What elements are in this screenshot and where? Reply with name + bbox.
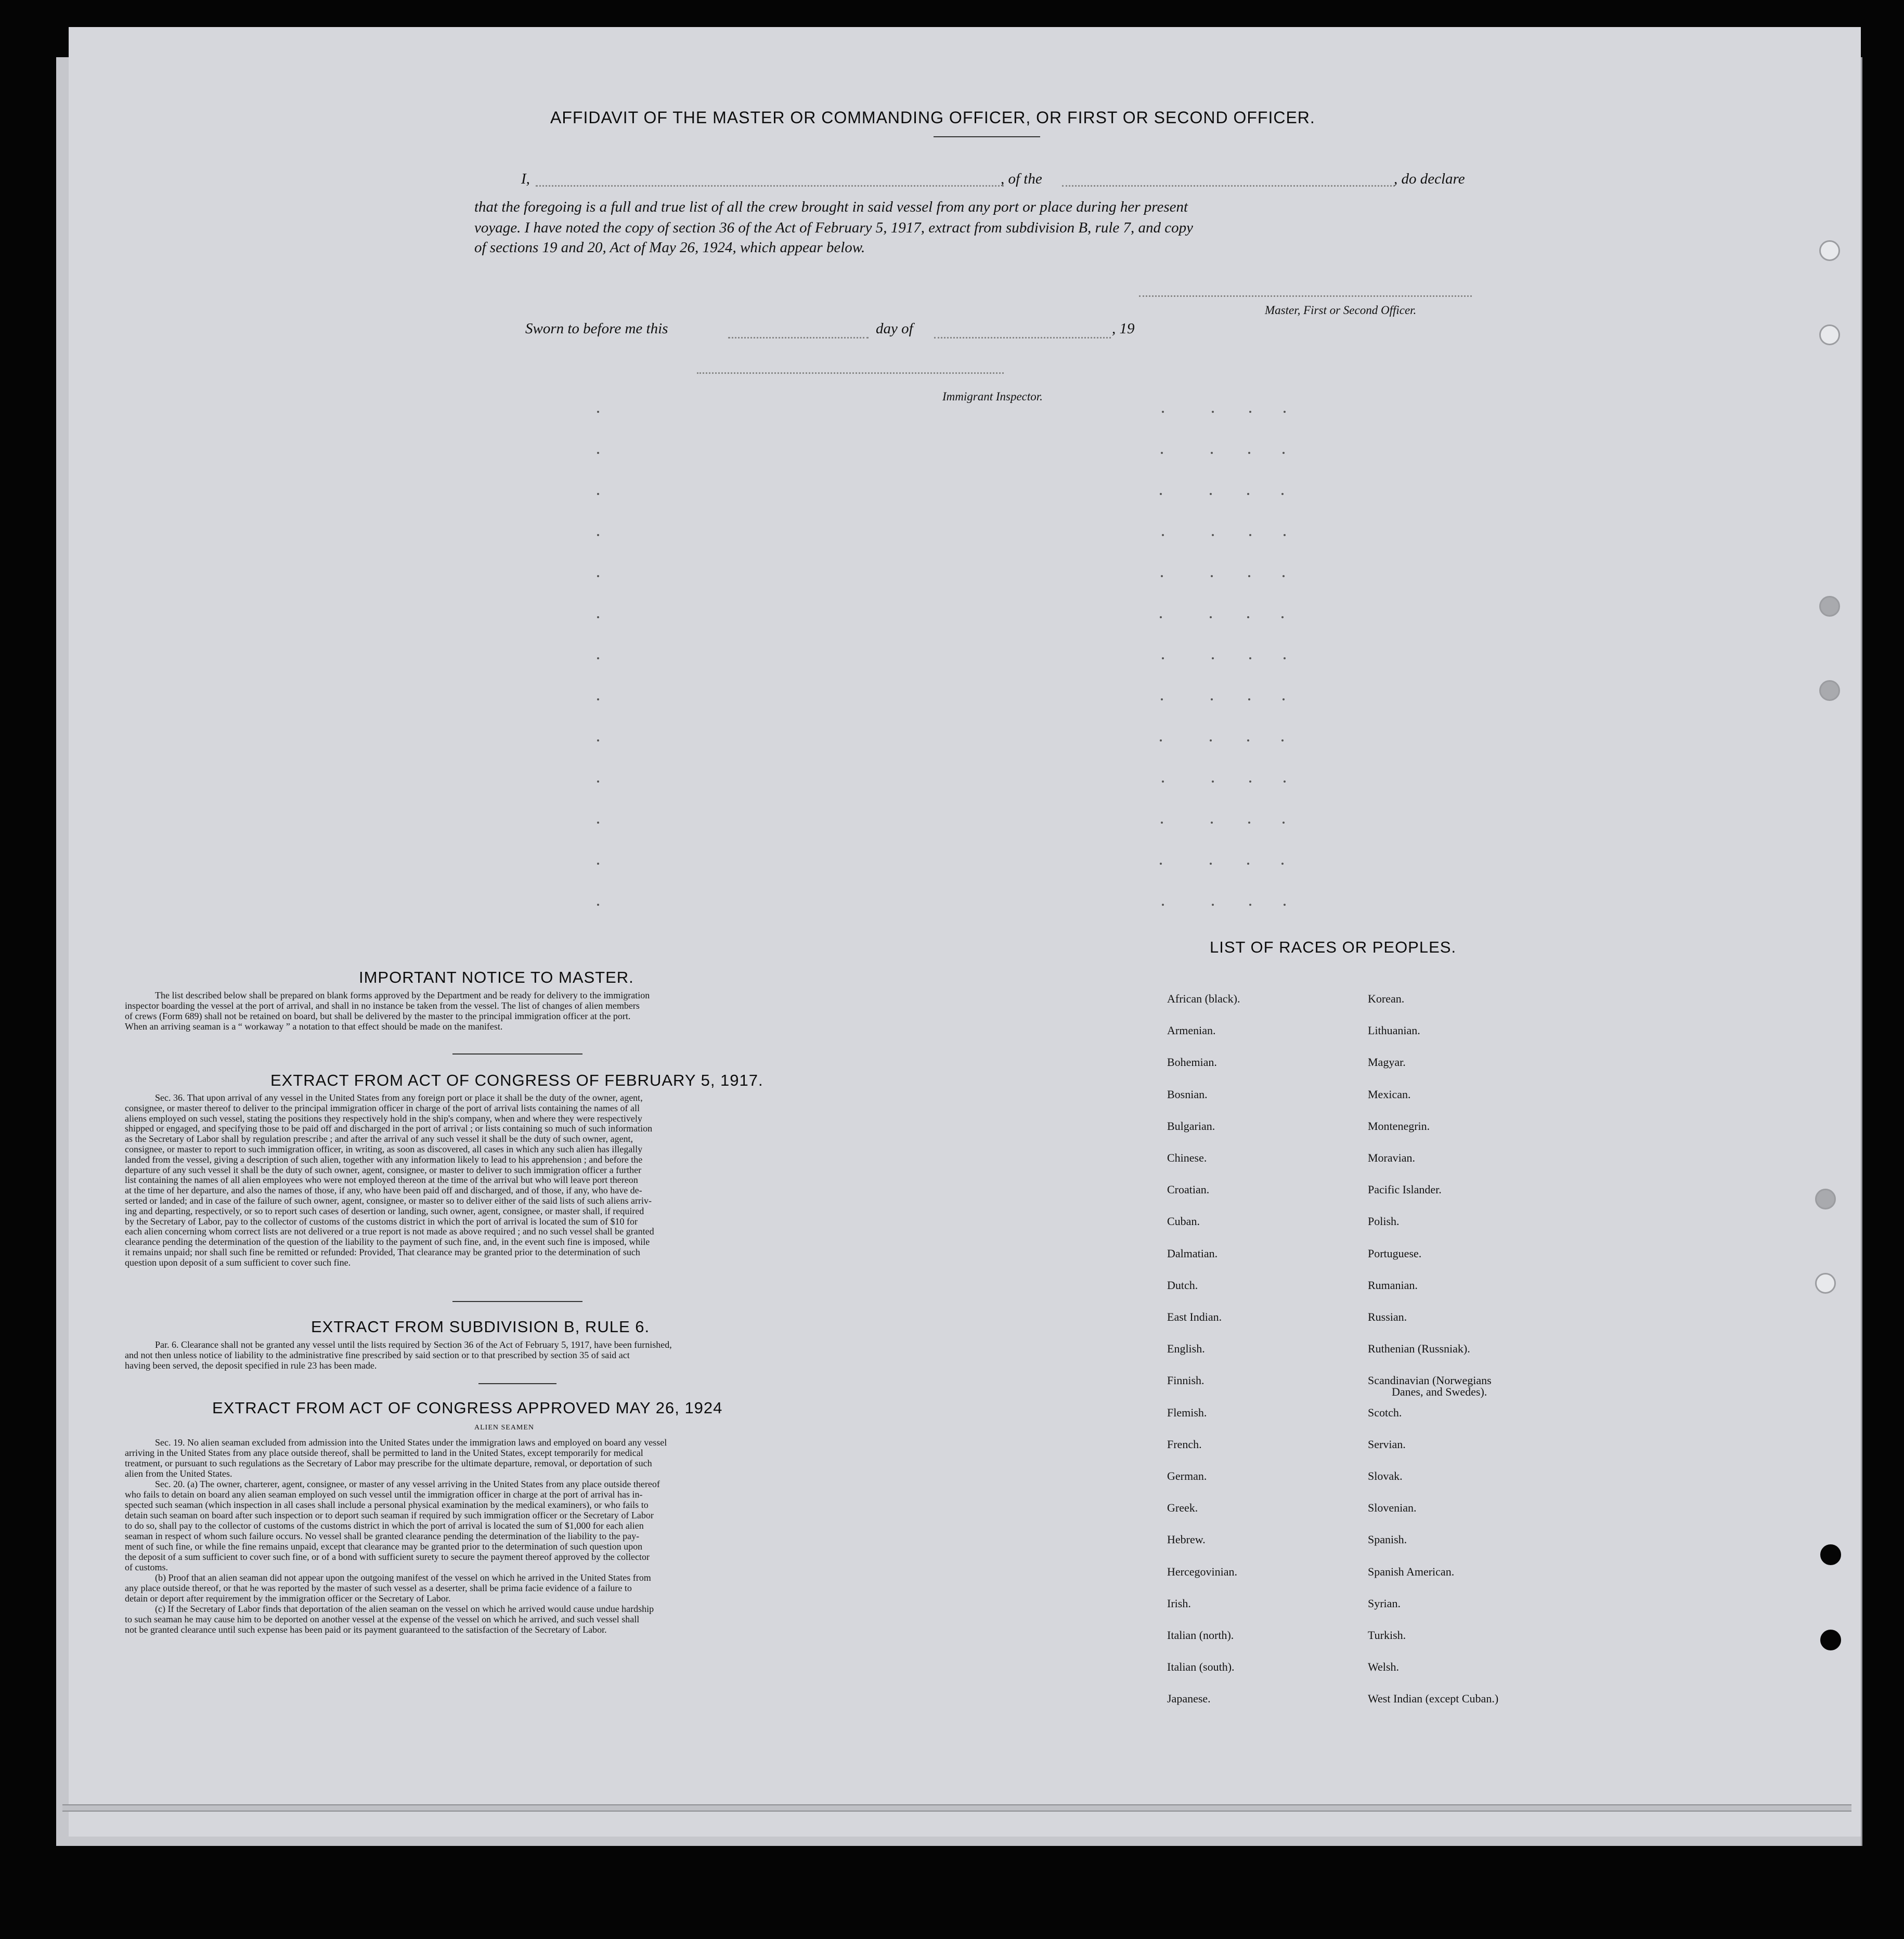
race-item-continuation: Danes, and Swedes). bbox=[1392, 1385, 1487, 1398]
race-item: Syrian. bbox=[1368, 1597, 1401, 1610]
extract-1924-line: the deposit of a sum sufficient to cover such fine, or of a bond with sufficient surety to secure the payment thereof approved by the collector bbox=[125, 1552, 650, 1562]
leader-dot bbox=[1160, 863, 1162, 865]
leader-dot bbox=[1160, 616, 1162, 618]
race-item: Italian (south). bbox=[1167, 1660, 1235, 1673]
declaration-line-2: voyage. I have noted the copy of section 36 of the Act of February 5, 1917, extract from subdivision B, rule 7, and copy bbox=[474, 219, 1194, 236]
inspector-signature-line bbox=[697, 372, 1004, 374]
extract-1924-line: ment of such fine, or while the fine remains unpaid, except that clearance may be granted prior to the determination of such question upon bbox=[125, 1541, 643, 1552]
race-item: Bohemian. bbox=[1167, 1056, 1217, 1069]
leader-dot bbox=[1161, 822, 1163, 824]
extract-1917-line: by the Secretary of Labor, pay to the collector of customs of the customs district in which the port of arrival is located the sum of $10 for bbox=[125, 1216, 638, 1227]
leader-dot bbox=[597, 904, 599, 906]
race-item: Portuguese. bbox=[1368, 1247, 1422, 1260]
extract-1917-line: consignee, or master to report to such immigration officer, in writing, as soon as discovered, all cases in which any such alien has illegally bbox=[125, 1144, 643, 1154]
race-item: Russian. bbox=[1368, 1310, 1407, 1323]
extract-1924-line: to do so, shall pay to the collector of customs of the customs district in which the port of arrival is located the sum of $1,000 for each alien bbox=[125, 1520, 644, 1531]
sworn-day-line bbox=[728, 337, 869, 339]
extract-1917-line: serted or landed; and in case of the failure of such owner, agent, consignee, or master so to deliver either of the said lists of such aliens arriv- bbox=[125, 1195, 652, 1206]
leader-dot bbox=[1248, 575, 1250, 577]
leader-dot bbox=[1249, 534, 1251, 536]
extract-1924-line: who fails to detain on board any alien seaman employed on such vessel until the immigration officer in charge at the port of arrival has in- bbox=[125, 1489, 643, 1500]
leader-dot bbox=[1161, 452, 1163, 454]
leader-dot bbox=[1284, 780, 1286, 783]
leader-dot bbox=[597, 493, 599, 495]
extract-1924-line: detain such seaman on board after such inspection or to deport such seaman if required by such immigration officer or the Secretary of Labor bbox=[125, 1510, 654, 1520]
leader-dot bbox=[1281, 616, 1284, 618]
leader-dot bbox=[597, 534, 599, 536]
leader-dot bbox=[1249, 657, 1251, 659]
leader-dot bbox=[1247, 616, 1249, 618]
extract-rule6-line: Par. 6. Clearance shall not be granted any vessel until the lists required by Section 36 of the Act of February 5, 1917, have been furnished, bbox=[155, 1339, 672, 1350]
leader-dot bbox=[1212, 657, 1214, 659]
leader-dot bbox=[1160, 493, 1162, 495]
leader-dot bbox=[1162, 411, 1164, 413]
leader-dot bbox=[1248, 822, 1250, 824]
year-label: , 19 bbox=[1112, 320, 1135, 337]
race-item: Slovak. bbox=[1368, 1469, 1403, 1482]
leader-dot bbox=[597, 657, 599, 659]
leader-dot bbox=[597, 411, 599, 413]
extract-1917-line: aliens employed on such vessel, stating the positions they respectively hold in the ship's company, when and where they were respectively bbox=[125, 1113, 642, 1124]
notice-body bbox=[125, 990, 915, 1032]
leader-dot bbox=[1162, 534, 1164, 536]
leader-dot bbox=[597, 698, 599, 700]
race-item: Montenegrin. bbox=[1368, 1120, 1430, 1133]
notice-title: IMPORTANT NOTICE TO MASTER. bbox=[359, 968, 634, 986]
race-item: Servian. bbox=[1368, 1438, 1406, 1451]
leader-dot bbox=[1281, 863, 1284, 865]
leader-dot bbox=[1248, 698, 1250, 700]
leader-dot bbox=[1248, 452, 1250, 454]
leader-dot bbox=[1212, 780, 1214, 783]
races-title: LIST OF RACES OR PEOPLES. bbox=[1210, 938, 1457, 956]
page-bottom-edge bbox=[62, 1804, 1851, 1812]
race-item: Moravian. bbox=[1368, 1151, 1416, 1164]
race-item: Spanish. bbox=[1368, 1533, 1407, 1546]
affiant-name-line bbox=[536, 185, 1004, 187]
extract-1917-body bbox=[125, 1093, 915, 1268]
leader-dot bbox=[1247, 739, 1249, 741]
extract-1917-line: landed from the vessel, giving a description of such alien, together with any information likely to lead to his apprehension ; and before the bbox=[125, 1154, 643, 1165]
leader-dot bbox=[597, 822, 599, 824]
sworn-label: Sworn to before me this bbox=[525, 320, 668, 337]
sworn-month-line bbox=[934, 337, 1111, 339]
leader-dot bbox=[1211, 575, 1213, 577]
leader-dot bbox=[1284, 534, 1286, 536]
leader-dot bbox=[1161, 575, 1163, 577]
extract-1924-title: EXTRACT FROM ACT OF CONGRESS APPROVED MAY 26, 1924 bbox=[212, 1399, 723, 1417]
leader-dot bbox=[1249, 411, 1251, 413]
do-declare-label: , do declare bbox=[1394, 171, 1465, 187]
leader-dot bbox=[1247, 863, 1249, 865]
race-item: Rumanian. bbox=[1368, 1279, 1418, 1292]
extract-1917-line: ing and departing, respectively, or so to report such cases of desertion or landing, such owner, agent, consignee, or master shall, if required bbox=[125, 1206, 644, 1216]
race-item: African (black). bbox=[1167, 992, 1240, 1005]
leader-dot bbox=[1249, 904, 1251, 906]
extract-1924-line: spected such seaman (which inspection in all cases shall include a personal physical examination by the medical examiners), or who fails to bbox=[125, 1500, 649, 1510]
extract-1924-line: (b) Proof that an alien seaman did not appear upon the outgoing manifest of the vessel on which he arrived in the United States from bbox=[155, 1572, 651, 1583]
race-item: Polish. bbox=[1368, 1215, 1400, 1228]
extract-1924-line: to such seaman he may cause him to be deported on another vessel at the expense of the vessel on which he arrived, and such vessel shall bbox=[125, 1614, 640, 1624]
notice-line: inspector boarding the vessel at the port of arrival, and shall in no instance be taken from the vessel. The list of changes of alien members bbox=[125, 1000, 640, 1011]
extract-1917-line: as the Secretary of Labor shall by regulation prescribe ; and after the arrival of any such vessel it shall be the duty of such owner, agent, bbox=[125, 1134, 633, 1144]
leader-dot bbox=[1210, 616, 1212, 618]
extract-1924-line: seaman in respect of whom such failure occurs. No vessel shall be granted clearance pending the determination of the liability to the pay- bbox=[125, 1531, 640, 1541]
leader-dot bbox=[1283, 822, 1285, 824]
extract-1917-line: list containing the names of all alien employees who were not employed thereon at the time of the arrival but who will leave port thereon bbox=[125, 1175, 638, 1186]
race-item: Welsh. bbox=[1368, 1660, 1399, 1673]
extract-1917-line: it remains unpaid; nor shall such fine be remitted or refunded: Provided, That clearance may be granted prior to the determination of such bbox=[125, 1247, 640, 1257]
leader-dot bbox=[1212, 904, 1214, 906]
leader-dot bbox=[1283, 575, 1285, 577]
affidavit-title-rule bbox=[934, 136, 1040, 137]
extract-1924-body bbox=[125, 1437, 915, 1635]
extract-rule6-line: and not then unless notice of liability to the administrative fine prescribed by said section or to that prescribed by section 35 of said act bbox=[125, 1350, 630, 1360]
race-item: Cuban. bbox=[1167, 1215, 1200, 1228]
binder-hole-icon bbox=[1819, 680, 1840, 701]
extract-1924-line: any place outside thereof, or that he was reported by the master of such vessel as a deserter, shall be prima facie evidence of a failure to bbox=[125, 1583, 632, 1593]
race-item: Lithuanian. bbox=[1368, 1024, 1420, 1037]
race-item: Chinese. bbox=[1167, 1151, 1207, 1164]
race-item: Scandinavian (Norwegians bbox=[1368, 1374, 1492, 1387]
race-item: Slovenian. bbox=[1368, 1501, 1417, 1514]
binder-hole-icon bbox=[1820, 1630, 1841, 1650]
race-item: Hercegovinian. bbox=[1167, 1565, 1237, 1578]
day-of-label: day of bbox=[876, 320, 913, 337]
vessel-name-line bbox=[1062, 185, 1395, 187]
extract-1924-line: (c) If the Secretary of Labor finds that deportation of the alien seaman on the vessel on which he arrived would cause undue hardship bbox=[155, 1604, 654, 1614]
race-item: Spanish American. bbox=[1368, 1565, 1455, 1578]
leader-dot bbox=[1249, 780, 1251, 783]
notice-line: of crews (Form 689) shall not be retained on board, but shall be delivered by the master to the principal immigration officer at the port. bbox=[125, 1011, 631, 1021]
race-item: Bulgarian. bbox=[1167, 1120, 1215, 1133]
extract-1924-line: Sec. 19. No alien seaman excluded from admission into the United States under the immigration laws and employed on board any vessel bbox=[155, 1437, 667, 1448]
extract-rule6-line: having been served, the deposit specified in rule 23 has been made. bbox=[125, 1360, 377, 1371]
leader-dot bbox=[1161, 698, 1163, 700]
race-item: German. bbox=[1167, 1469, 1207, 1482]
race-item: Hebrew. bbox=[1167, 1533, 1206, 1546]
race-item: Magyar. bbox=[1368, 1056, 1406, 1069]
race-item: Pacific Islander. bbox=[1368, 1183, 1442, 1196]
leader-dot bbox=[597, 863, 599, 865]
master-signature-line bbox=[1139, 295, 1472, 297]
declaration-line-3: of sections 19 and 20, Act of May 26, 1924, which appear below. bbox=[474, 239, 865, 256]
affiant-name-label: I, bbox=[521, 171, 530, 187]
leader-dot bbox=[597, 780, 599, 783]
race-item: Greek. bbox=[1167, 1501, 1198, 1514]
extract-1917-rule bbox=[452, 1301, 582, 1302]
leader-dot bbox=[1283, 698, 1285, 700]
extract-1924-line: arriving in the United States from any place outside thereof, shall be permitted to land in the United States, except temporarily for medical bbox=[125, 1448, 643, 1458]
race-item: French. bbox=[1167, 1438, 1202, 1451]
notice-rule bbox=[452, 1053, 582, 1055]
leader-dot bbox=[1283, 452, 1285, 454]
leader-dot bbox=[1162, 904, 1164, 906]
binder-hole-icon bbox=[1815, 1189, 1836, 1209]
race-item: West Indian (except Cuban.) bbox=[1368, 1692, 1499, 1705]
inspector-label: Immigrant Inspector. bbox=[942, 390, 1043, 403]
affidavit-title: AFFIDAVIT OF THE MASTER OR COMMANDING OFFICER, OR FIRST OR SECOND OFFICER. bbox=[550, 108, 1315, 127]
extract-1924-line: treatment, or pursuant to such regulations as the Secretary of Labor may prescribe for the ultimate departure, removal, or deportation of such bbox=[125, 1458, 652, 1468]
extract-rule6-body bbox=[125, 1339, 915, 1371]
extract-1924-line: detain or deport after requirement by the immigration officer or the Secretary of Labor. bbox=[125, 1593, 451, 1604]
extract-1917-line: consignee, or master thereof to deliver to the principal immigration officer in charge of the port of arrival lists containing the names of all bbox=[125, 1103, 640, 1113]
declaration-line-1: that the foregoing is a full and true list of all the crew brought in said vessel from any port or place during her present bbox=[474, 199, 1188, 215]
leader-dot bbox=[1210, 739, 1212, 741]
race-item: Scotch. bbox=[1368, 1406, 1402, 1419]
leader-dot bbox=[1281, 493, 1284, 495]
leader-dot bbox=[597, 452, 599, 454]
leader-dot bbox=[1284, 411, 1286, 413]
leader-dot bbox=[1210, 493, 1212, 495]
extract-1917-line: each alien concerning whom correct lists are not delivered or a true report is not made as above required ; and no such vessel shall be granted bbox=[125, 1227, 654, 1237]
leader-dot bbox=[1211, 452, 1213, 454]
leader-dot bbox=[1210, 863, 1212, 865]
race-item: Italian (north). bbox=[1167, 1629, 1234, 1642]
race-item: Mexican. bbox=[1368, 1088, 1411, 1101]
binder-hole-icon bbox=[1815, 1273, 1836, 1294]
race-item: Irish. bbox=[1167, 1597, 1191, 1610]
race-item: Armenian. bbox=[1167, 1024, 1216, 1037]
extract-1924-line: not be granted clearance until such expense has been paid or its payment guaranteed to the satisfaction of the Secretary of Labor. bbox=[125, 1624, 607, 1635]
extract-1924-subtitle: ALIEN SEAMEN bbox=[474, 1424, 535, 1432]
race-item: Croatian. bbox=[1167, 1183, 1210, 1196]
notice-line: The list described below shall be prepared on blank forms approved by the Department and be ready for delivery to the immigration bbox=[155, 990, 650, 1000]
leader-dot bbox=[597, 616, 599, 618]
binder-hole-icon bbox=[1819, 324, 1840, 345]
master-signature-label: Master, First or Second Officer. bbox=[1265, 304, 1417, 317]
leader-dot bbox=[1281, 739, 1284, 741]
leader-dot bbox=[1162, 780, 1164, 783]
extract-1924-line: of customs. bbox=[125, 1562, 168, 1572]
race-item: Bosnian. bbox=[1167, 1088, 1208, 1101]
race-item: Japanese. bbox=[1167, 1692, 1211, 1705]
race-item: Dalmatian. bbox=[1167, 1247, 1218, 1260]
notice-line: When an arriving seaman is a “ workaway ” a notation to that effect should be made on the manifest. bbox=[125, 1021, 503, 1032]
extract-1917-line: clearance pending the determination of the question of the liability to the payment of such fine, and, in the event such fine is imposed, while bbox=[125, 1237, 650, 1247]
extract-1917-line: shipped or engaged, and specifying those to be paid off and discharged in the port of arrival ; or lists containing so much of such information bbox=[125, 1124, 653, 1134]
extract-rule6-title: EXTRACT FROM SUBDIVISION B, RULE 6. bbox=[311, 1318, 650, 1336]
extract-1924-line: alien from the United States. bbox=[125, 1468, 232, 1479]
leader-dot bbox=[1212, 534, 1214, 536]
race-item: Turkish. bbox=[1368, 1629, 1406, 1642]
extract-1917-line: Sec. 36. That upon arrival of any vessel in the United States from any foreign port or place it shall be the duty of the owner, agent, bbox=[155, 1093, 643, 1103]
leader-dot bbox=[1212, 411, 1214, 413]
leader-dot bbox=[1284, 657, 1286, 659]
binder-hole-icon bbox=[1819, 240, 1840, 261]
leader-dot bbox=[597, 739, 599, 741]
race-item: Ruthenian (Russniak). bbox=[1368, 1342, 1470, 1355]
binder-hole-icon bbox=[1819, 596, 1840, 617]
leader-dot bbox=[1211, 698, 1213, 700]
extract-1917-line: at the time of her departure, and also the names of those, if any, who have been paid off and discharged, and of those, if any, who have de- bbox=[125, 1186, 642, 1196]
race-item: Finnish. bbox=[1167, 1374, 1204, 1387]
extract-rule6-rule bbox=[478, 1383, 556, 1384]
vessel-of-the-label: , of the bbox=[1001, 171, 1042, 187]
binder-hole-icon bbox=[1820, 1544, 1841, 1565]
leader-dot bbox=[597, 575, 599, 577]
extract-1917-line: departure of any such vessel it shall be the duty of such owner, agent, consignee, or master to deliver to such immigration officer a further bbox=[125, 1165, 642, 1175]
race-item: English. bbox=[1167, 1342, 1205, 1355]
extract-1924-line: Sec. 20. (a) The owner, charterer, agent, consignee, or master of any vessel arriving in the United States from any place outside thereof bbox=[155, 1479, 660, 1489]
leader-dot bbox=[1162, 657, 1164, 659]
race-item: Flemish. bbox=[1167, 1406, 1207, 1419]
leader-dot bbox=[1247, 493, 1249, 495]
race-item: Korean. bbox=[1368, 992, 1405, 1005]
leader-dot bbox=[1284, 904, 1286, 906]
extract-1917-title: EXTRACT FROM ACT OF CONGRESS OF FEBRUARY 5, 1917. bbox=[270, 1071, 763, 1089]
extract-1917-line: question upon deposit of a sum sufficient to cover such fine. bbox=[125, 1257, 351, 1268]
race-item: Dutch. bbox=[1167, 1279, 1198, 1292]
leader-dot bbox=[1160, 739, 1162, 741]
race-item: East Indian. bbox=[1167, 1310, 1222, 1323]
leader-dot bbox=[1211, 822, 1213, 824]
